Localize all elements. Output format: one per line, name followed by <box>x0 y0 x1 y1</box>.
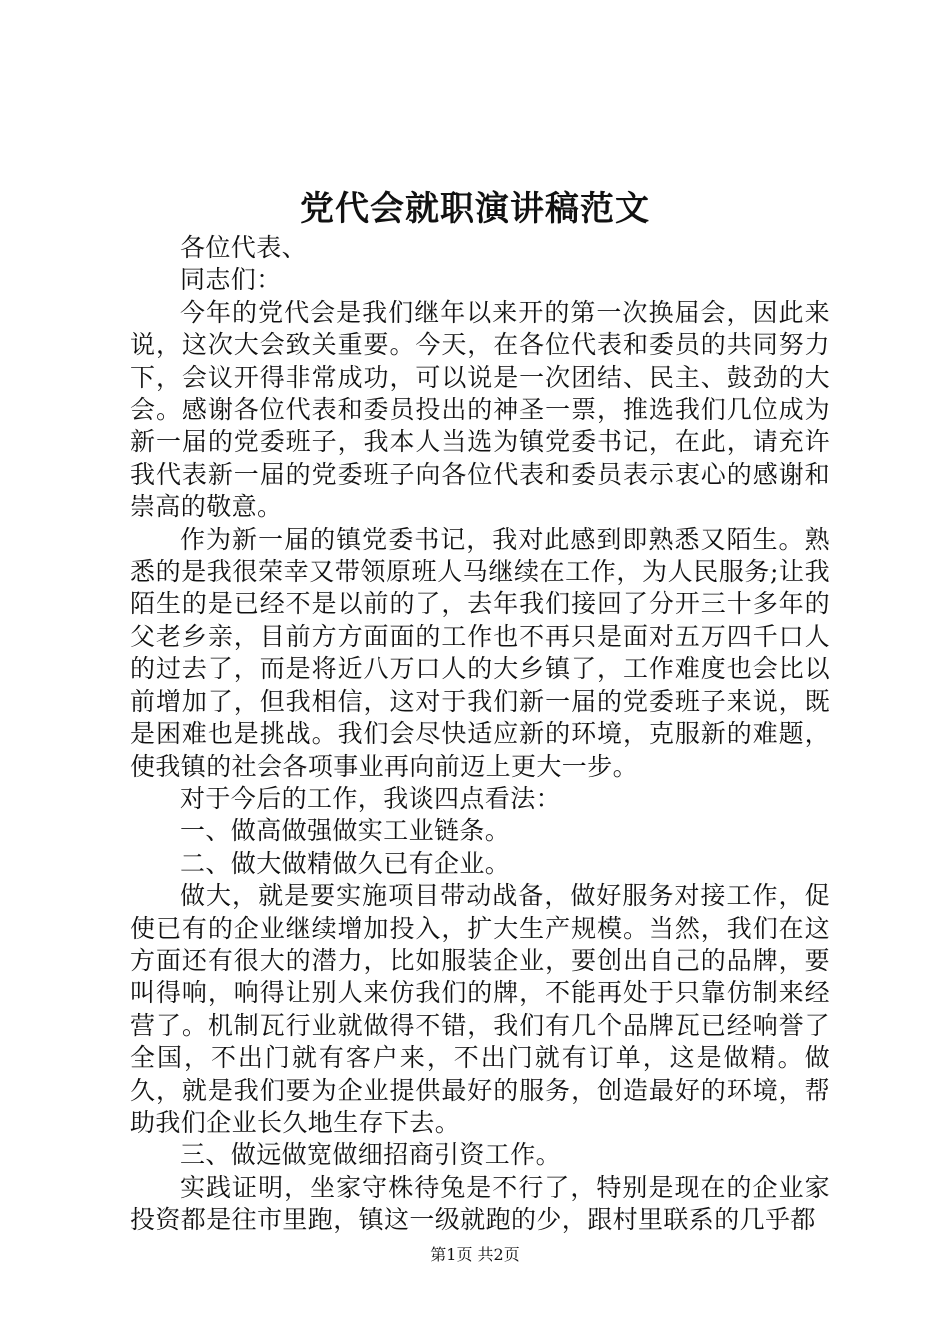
salutation-2: 同志们： <box>180 265 282 295</box>
page-number-footer: 第1页 共2页 <box>430 1245 520 1264</box>
salutation-1: 各位代表、 <box>180 233 308 262</box>
document-title: 党代会就职演讲稿范文 <box>300 189 650 229</box>
section-heading-1: 一、做高做强做实工业链条。 <box>180 816 511 846</box>
document-body <box>130 232 830 1237</box>
paragraph: 做大，就是要实施项目带动战备，做好服务对接工作，促使已有的企业继续增加投入，扩大生产规模。当然，我们在这方面还有很大的潜力，比如服装企业，要创出自己的品牌，要叫得响，响得让别人来仿我们的牌，不能再处于只靠仿制来经营了。机制瓦行业就做得不错，我们有几个品牌瓦已经响誉了全国，不出门就有客户来，不出门就有订单，这是做精。做久，就是我们要为企业提供最好的服务，创造最好的环境，帮助我们企业长久地生存下去。 <box>130 881 830 1137</box>
paragraph: 实践证明，坐家守株待兔是不行了，特别是现在的企业家投资都是往市里跑，镇这一级就跑的少，跟村里联系的几乎都 <box>130 1172 830 1235</box>
section-heading-3: 三、做远做宽做细招商引资工作。 <box>180 1140 562 1170</box>
paragraph: 今年的党代会是我们继年以来开的第一次换届会，因此来说，这次大会致关重要。今天，在各位代表和委员的共同努力下，会议开得非常成功，可以说是一次团结、民主、鼓劲的大会。感谢各位代表和委员投出的神圣一票，推选我们几位成为新一届的党委班子，我本人当选为镇党委书记，在此，请充许我代表新一届的党委班子向各位代表和委员表示衷心的感谢和崇高的敬意。 <box>130 297 830 522</box>
paragraph: 作为新一届的镇党委书记，我对此感到即熟悉又陌生。熟悉的是我很荣幸又带领原班人马继续在工作，为人民服务;让我陌生的是已经不是以前的了，去年我们接回了分开三十多年的父老乡亲，目前方方面面的工作也不再只是面对五万四千口人的过去了，而是将近八万口人的大乡镇了，工作难度也会比以前增加了，但我相信，这对于我们新一届的党委班子来说，既是困难也是挑战。我们会尽快适应新的环境，克服新的难题，使我镇的社会各项事业再向前迈上更大一步。 <box>130 524 830 781</box>
section-heading-2: 二、做大做精做久已有企业。 <box>180 848 511 878</box>
paragraph: 对于今后的工作，我谈四点看法： <box>180 783 562 813</box>
